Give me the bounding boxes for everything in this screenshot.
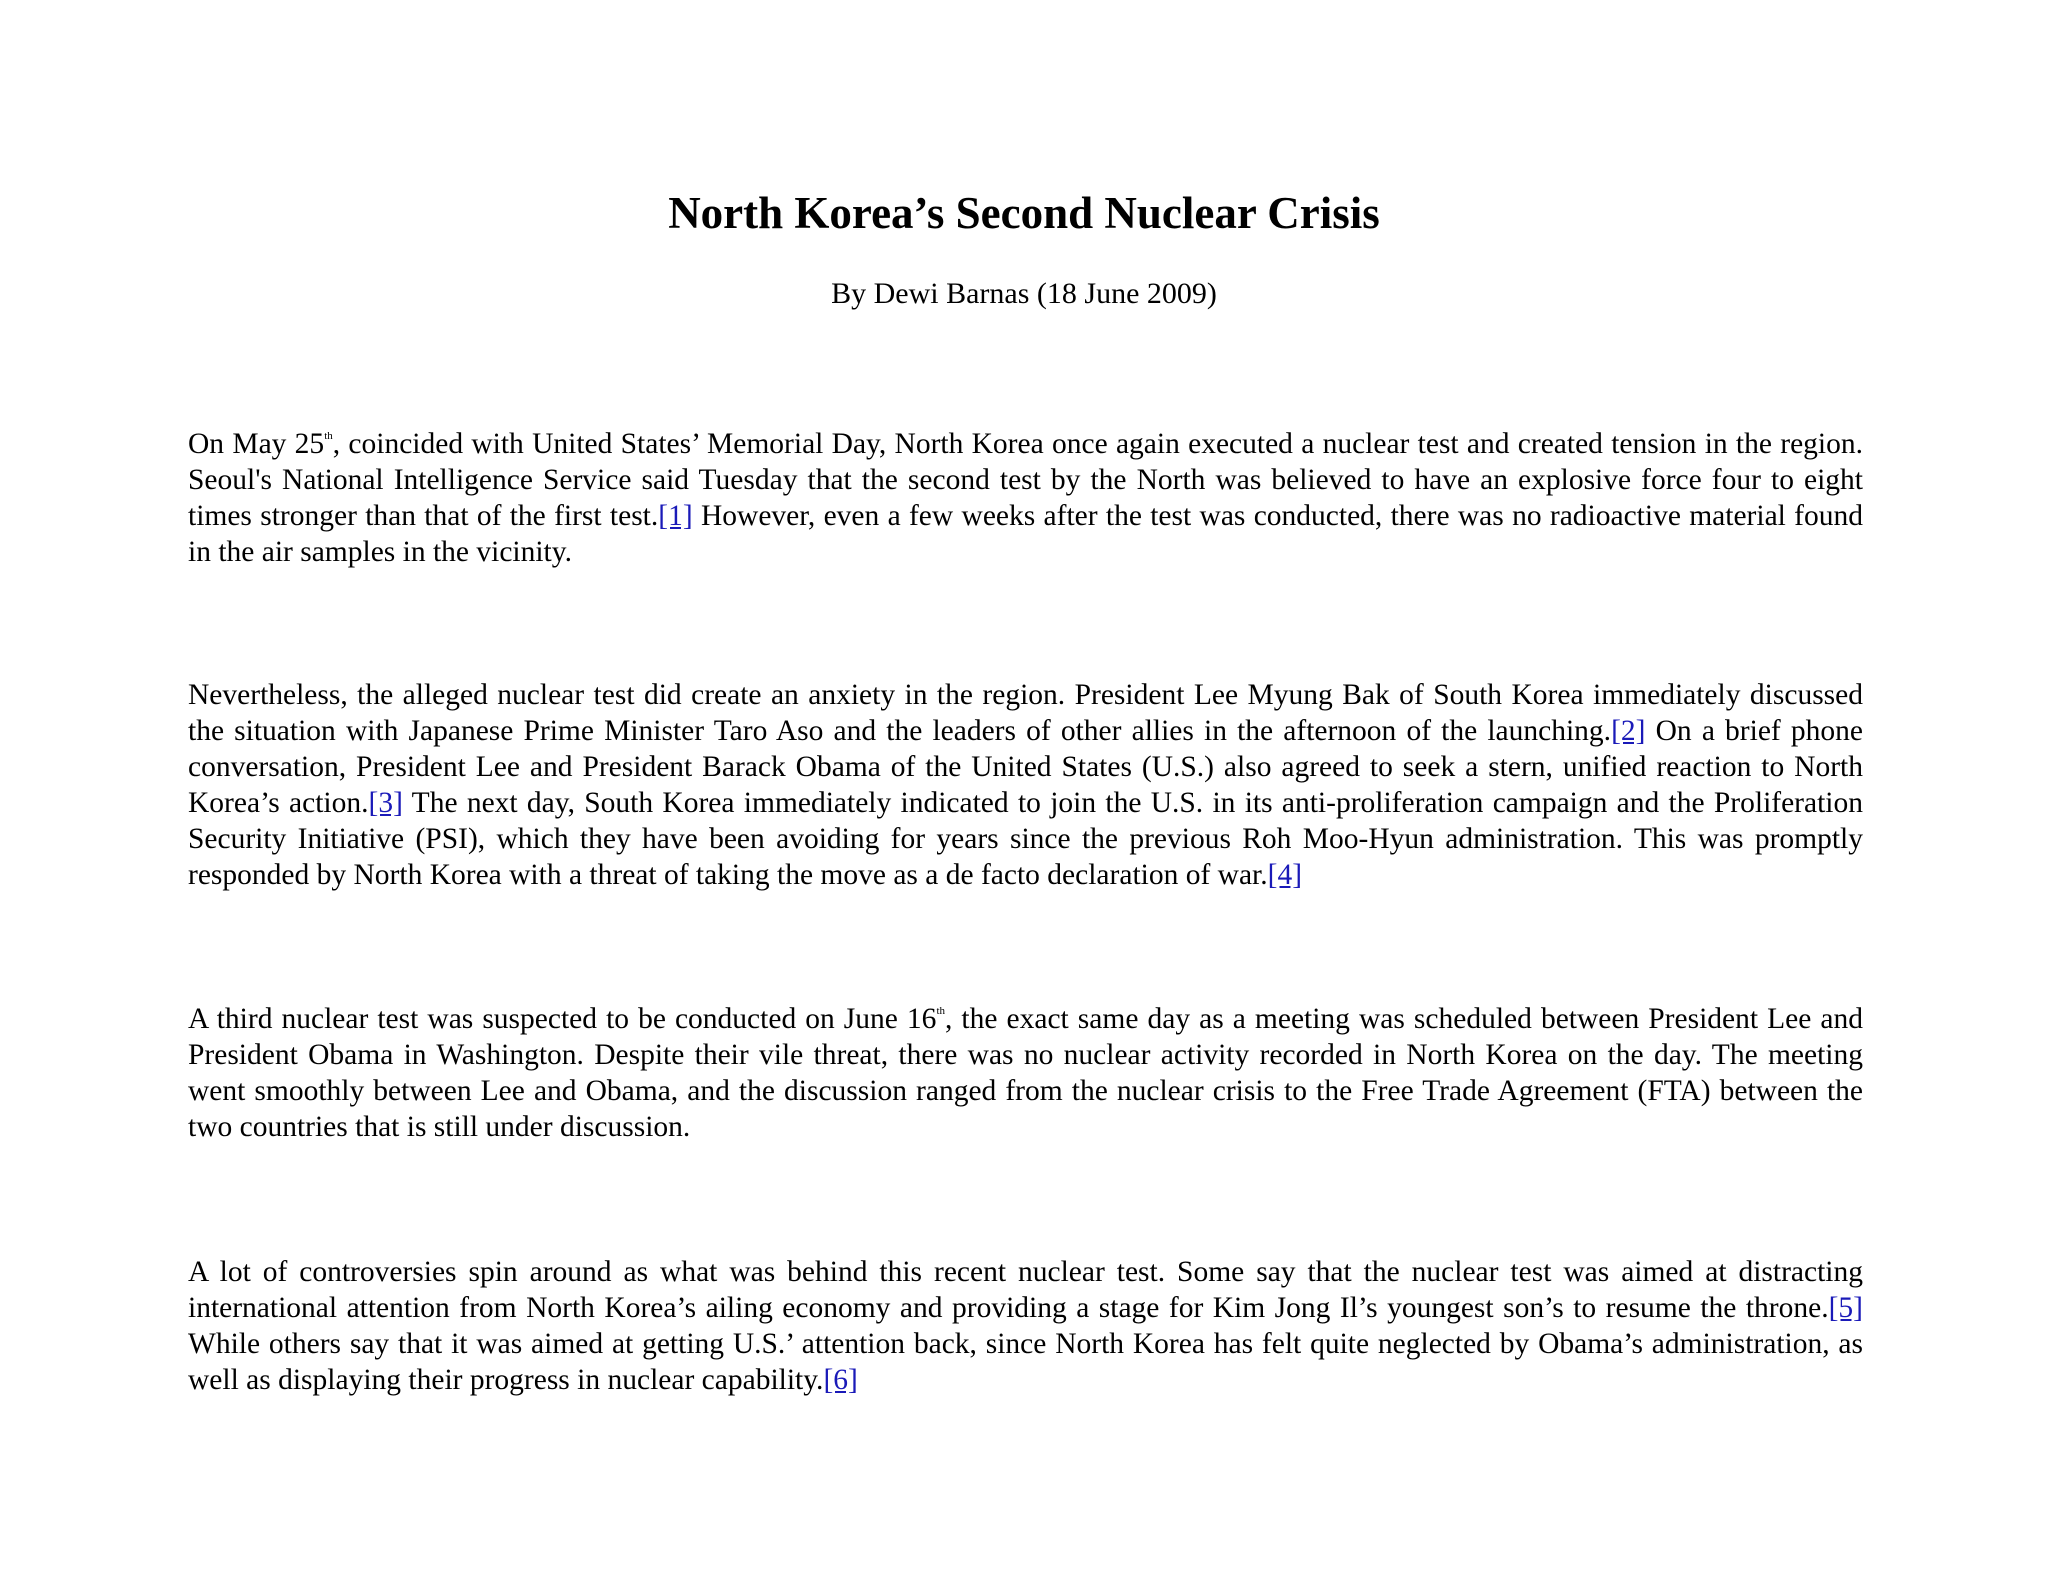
paragraph-text: On May 25 [188, 428, 325, 460]
paragraph-text: A lot of controversies spin around as what was behind this recent nuclear test. Some say that the nuclear test was aimed at distracting international attention from North Korea’s ailing economy and providing a stage for Kim Jong Il’s youngest son’s to resume the throne. [188, 1256, 1863, 1324]
paragraph-text: , coincided with United States’ Memorial Day, North Korea once again executed a nuclear test and created tension in the region. Seoul's National Intelligence Service said Tuesday that the second test by the North was believed to have an explosive force four to eight times stronger than that of the first test. [188, 428, 1863, 532]
footnote-link-1[interactable]: [1] [658, 500, 693, 532]
paragraph-2 [188, 677, 1863, 893]
footnote-link-2[interactable]: [2] [1611, 715, 1646, 747]
paragraph-text: , the exact same day as a meeting was scheduled between President Lee and President Obama in Washington. Despite their vile threat, there was no nuclear activity recorded in North Korea on the day. The meeting went smoothly between Lee and Obama, and the discussion ranged from the nuclear crisis to the Free Trade Agreement (FTA) between the two countries that is still under discussion. [188, 1003, 1863, 1143]
footnote-link-6[interactable]: [6] [823, 1364, 858, 1396]
paragraph-text: Nevertheless, the alleged nuclear test did create an anxiety in the region. President Lee Myung Bak of South Korea immediately discussed the situation with Japanese Prime Minister Taro Aso and the leaders of other allies in the afternoon of the launching. [188, 679, 1863, 747]
paragraph-text: However, even a few weeks after the test was conducted, there was no radioactive material found in the air samples in the vicinity. [188, 500, 1863, 568]
paragraph-text: A third nuclear test was suspected to be conducted on June 16 [188, 1003, 937, 1035]
paragraph-text: On a brief phone conversation, President Lee and President Barack Obama of the United States (U.S.) also agreed to seek a stern, unified reaction to North Korea’s action. [188, 715, 1863, 819]
footnote-link-3[interactable]: [3] [368, 787, 403, 819]
paragraph-3 [188, 1001, 1863, 1145]
paragraph-text: While others say that it was aimed at getting U.S.’ attention back, since North Korea has felt quite neglected by Obama’s administration, as well as displaying their progress in nuclear capability. [188, 1328, 1863, 1396]
ordinal-suffix: th [936, 1005, 945, 1017]
document-title: North Korea’s Second Nuclear Crisis [668, 188, 1380, 238]
paragraph-text: The next day, South Korea immediately indicated to join the U.S. in its anti-proliferation campaign and the Proliferation Security Initiative (PSI), which they have been avoiding for years since the previous Roh Moo-Hyun administration. This was promptly responded by North Korea with a threat of taking the move as a de facto declaration of war. [188, 787, 1863, 891]
document-byline: By Dewi Barnas (18 June 2009) [831, 277, 1217, 310]
footnote-link-5[interactable]: [5] [1828, 1292, 1863, 1324]
footnote-link-4[interactable]: [4] [1267, 859, 1303, 891]
ordinal-suffix: th [324, 430, 333, 442]
paragraph-4 [188, 1254, 1863, 1398]
paragraph-1 [188, 426, 1863, 570]
